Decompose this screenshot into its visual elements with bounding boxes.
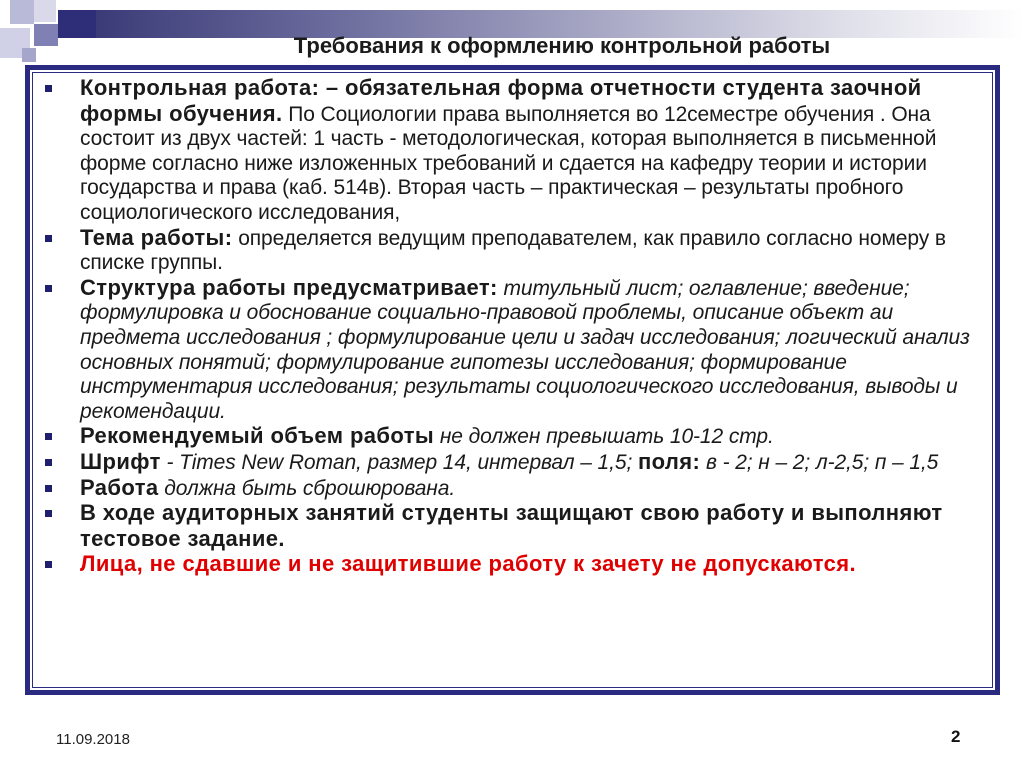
- item-text: По Социологии права выполняется во 12семестре обучения . Она состоит из двух частей: 1 часть - методологическая, которая выполняется в письменной форме согласно ниже изложенных требований и сдается на кафедру теории и истории государства и права (каб. 514в). Вторая часть – практическая – результаты пробного социологического исследования,: [80, 102, 937, 224]
- item-text: Структура работы предусматривает:: [80, 274, 498, 300]
- list-item: [40, 424, 988, 450]
- requirements-list: [40, 76, 988, 578]
- item-text: должна быть сброшюрована.: [158, 476, 456, 500]
- deco-square: [10, 0, 34, 24]
- footer-date: 11.09.2018: [56, 731, 130, 748]
- list-item: [40, 501, 988, 552]
- square-bullet-icon: [45, 285, 52, 292]
- list-item: [40, 76, 988, 226]
- item-text: Рекомендуемый объем работы: [80, 423, 435, 449]
- list-item: [40, 276, 988, 425]
- square-bullet-icon: [45, 235, 52, 242]
- square-bullet-icon: [45, 510, 52, 517]
- list-item: [40, 552, 988, 578]
- square-bullet-icon: [45, 561, 52, 568]
- square-bullet-icon: [45, 85, 52, 92]
- item-text: Работа: [80, 474, 159, 500]
- item-text: - Times New Roman, размер 14, интервал – 1,5;: [160, 450, 638, 474]
- item-text: Тема работы:: [80, 224, 233, 250]
- square-bullet-icon: [45, 459, 52, 466]
- page-number: 2: [951, 727, 961, 746]
- list-item: [40, 450, 988, 476]
- list-item: [40, 226, 988, 276]
- item-text: В ходе аудиторных занятий студенты защищают свою работу и выполняют тестовое задание.: [80, 500, 943, 551]
- square-bullet-icon: [45, 485, 52, 492]
- item-text: Контрольная работа: – обязательная форма отчетности студента заочной формы обучения.: [80, 75, 922, 126]
- item-text: поля:: [637, 448, 701, 474]
- item-text: Лица, не сдавшие и не защитившие работу к зачету не допускаются.: [80, 551, 856, 577]
- item-text: не должен превышать 10-12 стр.: [434, 425, 774, 449]
- content-frame: [25, 65, 1000, 695]
- item-text: определяется ведущим преподавателем, как правило согласно номеру в списке группы.: [80, 226, 946, 275]
- deco-square: [34, 0, 56, 22]
- list-item: [40, 476, 988, 502]
- square-bullet-icon: [45, 433, 52, 440]
- slide-title: Требования к оформлению контрольной работы: [293, 33, 831, 58]
- item-text: титульный лист; оглавление; введение; формулировка и обоснование социально-правовой проблемы, описание объект аи предмета исследования ; формулирование цели и задач исследования; логический анализ основных понятий; формулирование гипотезы исследования; формирование инструментария исследования; результаты социологического исследования, выводы и рекомендации.: [80, 276, 970, 423]
- item-text: Шрифт: [80, 448, 161, 474]
- item-text: в - 2; н – 2; л-2,5; п – 1,5: [700, 450, 939, 474]
